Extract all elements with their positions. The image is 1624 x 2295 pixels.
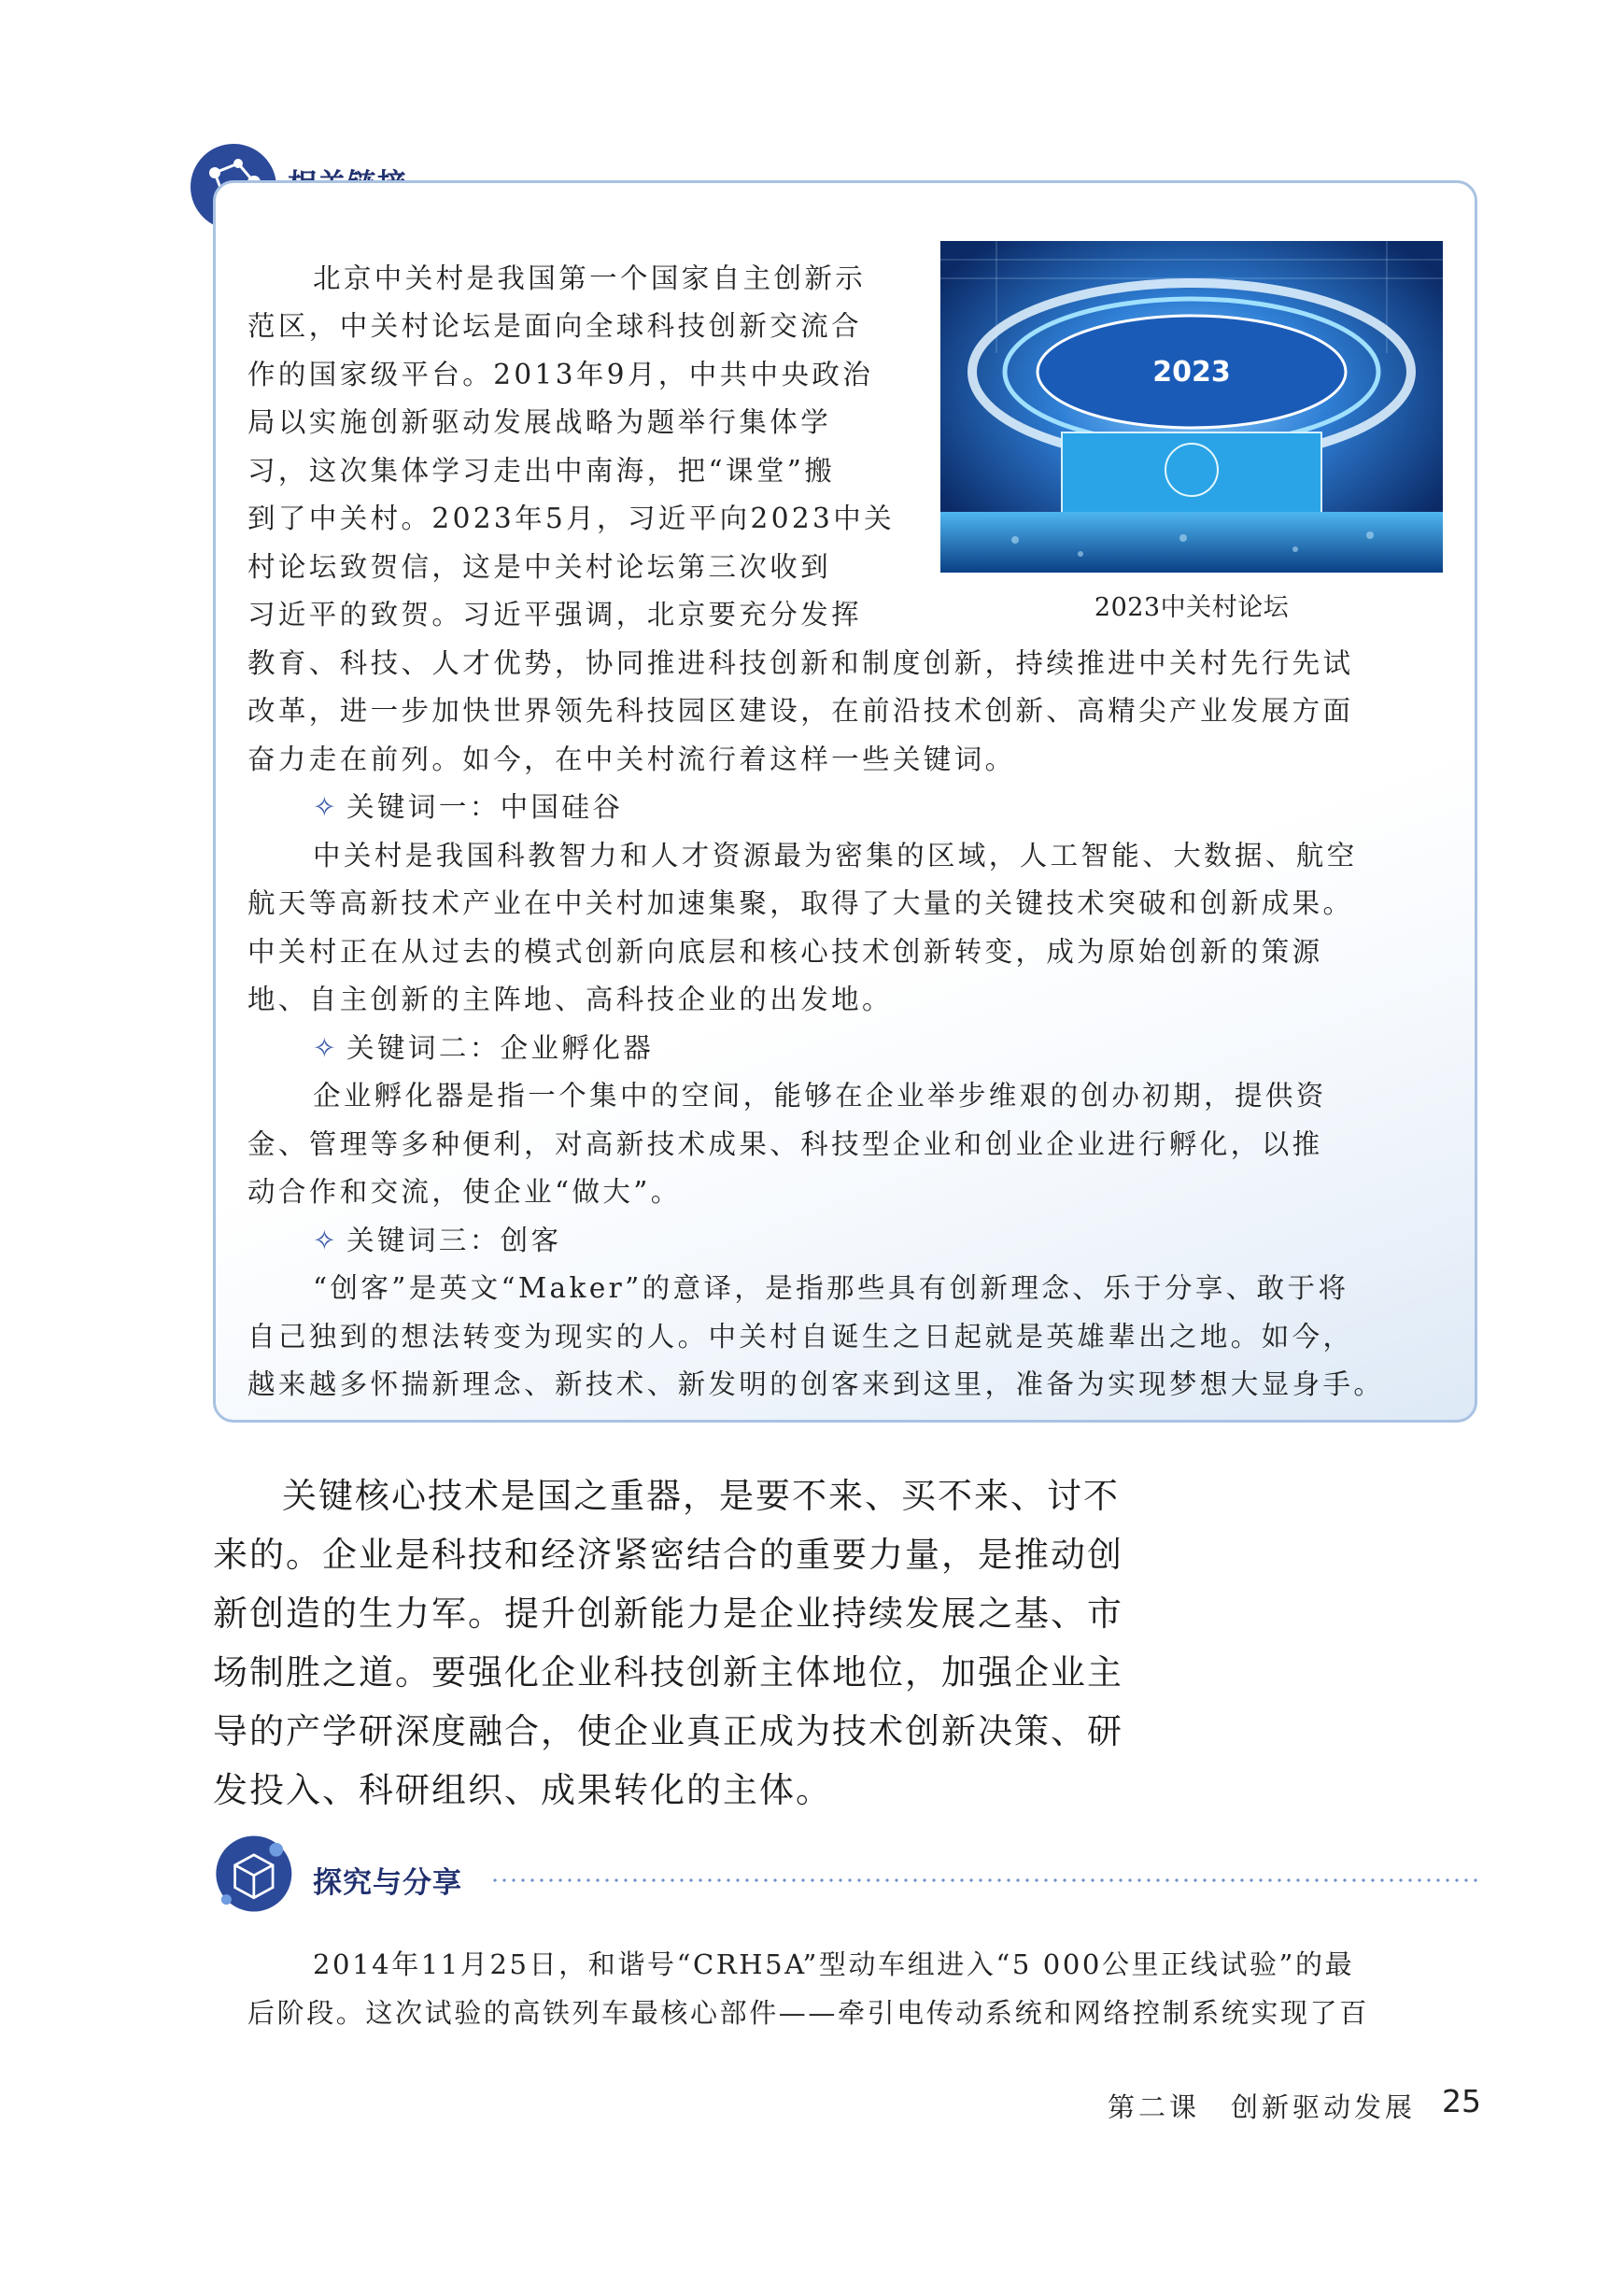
intro-line: 北京中关村是我国第一个国家自主创新示 bbox=[313, 262, 867, 294]
keyword-line: “创客”是英文“Maker”的意译，是指那些具有创新理念、乐于分享、敢于将 bbox=[313, 1272, 1349, 1304]
dotted-divider bbox=[490, 1878, 1480, 1882]
body-line: 来的。企业是科技和经济紧密结合的重要力量，是推动创 bbox=[213, 1535, 1123, 1575]
banner-text: 2023 bbox=[1152, 356, 1231, 389]
intro-line: 习，这次集体学习走出中南海，把“课堂”搬 bbox=[247, 455, 836, 487]
keyword-line: 越来越多怀揣新理念、新技术、新发明的创客来到这里，准备为实现梦想大显身手。 bbox=[247, 1368, 1385, 1400]
keyword-line: 地、自主创新的主阵地、高科技企业的出发地。 bbox=[247, 984, 893, 1015]
sparkle-icon: ✧ bbox=[313, 791, 340, 823]
cube-explore-icon bbox=[209, 1831, 295, 1917]
intro-line: 奋力走在前列。如今，在中关村流行着这样一些关键词。 bbox=[247, 744, 1016, 775]
body-line: 新创造的生力军。提升创新能力是企业持续发展之基、市 bbox=[213, 1594, 1123, 1634]
keyword-line: 企业孵化器是指一个集中的空间，能够在企业举步维艰的创办初期，提供资 bbox=[313, 1080, 1327, 1112]
keyword-line: 自己独到的想法转变为现实的人。中关村自诞生之日起就是英雄辈出之地。如今， bbox=[247, 1321, 1354, 1353]
intro-line: 到了中关村。2023年5月，习近平向2023中关 bbox=[247, 503, 896, 534]
keyword-line: 金、管理等多种便利，对高新技术成果、科技型企业和创业企业进行孵化，以推 bbox=[247, 1128, 1323, 1160]
keyword-line: 中关村是我国科教智力和人才资源最为密集的区域，人工智能、大数据、航空 bbox=[313, 840, 1358, 871]
forum-photo bbox=[940, 241, 1443, 573]
body-line: 发投入、科研组织、成果转化的主体。 bbox=[213, 1770, 832, 1810]
intro-line: 改革，进一步加快世界领先科技园区建设，在前沿技术创新、高精尖产业发展方面 bbox=[247, 695, 1354, 727]
intro-line: 习近平的致贺。习近平强调，北京要充分发挥 bbox=[247, 599, 863, 630]
keyword-line: 中关村正在从过去的模式创新向底层和核心技术创新转变，成为原始创新的策源 bbox=[247, 936, 1323, 968]
body-line: 导的产学研深度融合，使企业真正成为技术创新决策、研 bbox=[213, 1711, 1123, 1751]
explore-title: 探究与分享 bbox=[313, 1866, 462, 1900]
explore-line: 后阶段。这次试验的高铁列车最核心部件——牵引电传动系统和网络控制系统实现了百 bbox=[247, 1997, 1369, 2029]
intro-line: 范区，中关村论坛是面向全球科技创新交流合 bbox=[247, 310, 863, 342]
lesson-footer: 第二课 创新驱动发展 bbox=[1108, 2091, 1417, 2123]
keyword-heading: ✧ 关键词三：创客 bbox=[313, 1225, 562, 1256]
intro-line: 村论坛致贺信，这是中关村论坛第三次收到 bbox=[247, 551, 832, 583]
explore-line: 2014年11月25日，和谐号“CRH5A”型动车组进入“5 000公里正线试验”的最 bbox=[313, 1948, 1355, 1980]
sparkle-icon: ✧ bbox=[313, 1225, 340, 1256]
keyword-line: 动合作和交流，使企业“做大”。 bbox=[247, 1176, 682, 1208]
intro-line: 教育、科技、人才优势，协同推进科技创新和制度创新，持续推进中关村先行先试 bbox=[247, 647, 1354, 679]
sparkle-icon: ✧ bbox=[313, 1032, 340, 1064]
keyword-line: 航天等高新技术产业在中关村加速集聚，取得了大量的关键技术突破和创新成果。 bbox=[247, 887, 1354, 919]
page-number: 25 bbox=[1442, 2083, 1481, 2119]
body-line: 场制胜之道。要强化企业科技创新主体地位，加强企业主 bbox=[213, 1652, 1123, 1693]
keyword-heading: ✧ 关键词一：中国硅谷 bbox=[313, 791, 624, 823]
body-line: 关键核心技术是国之重器，是要不来、买不来、讨不 bbox=[282, 1476, 1120, 1516]
intro-line: 作的国家级平台。2013年9月，中共中央政治 bbox=[247, 359, 874, 390]
keyword-heading: ✧ 关键词二：企业孵化器 bbox=[313, 1032, 655, 1064]
photo-caption: 2023中关村论坛 bbox=[1094, 593, 1290, 622]
intro-line: 局以实施创新驱动发展战略为题举行集体学 bbox=[247, 406, 832, 438]
